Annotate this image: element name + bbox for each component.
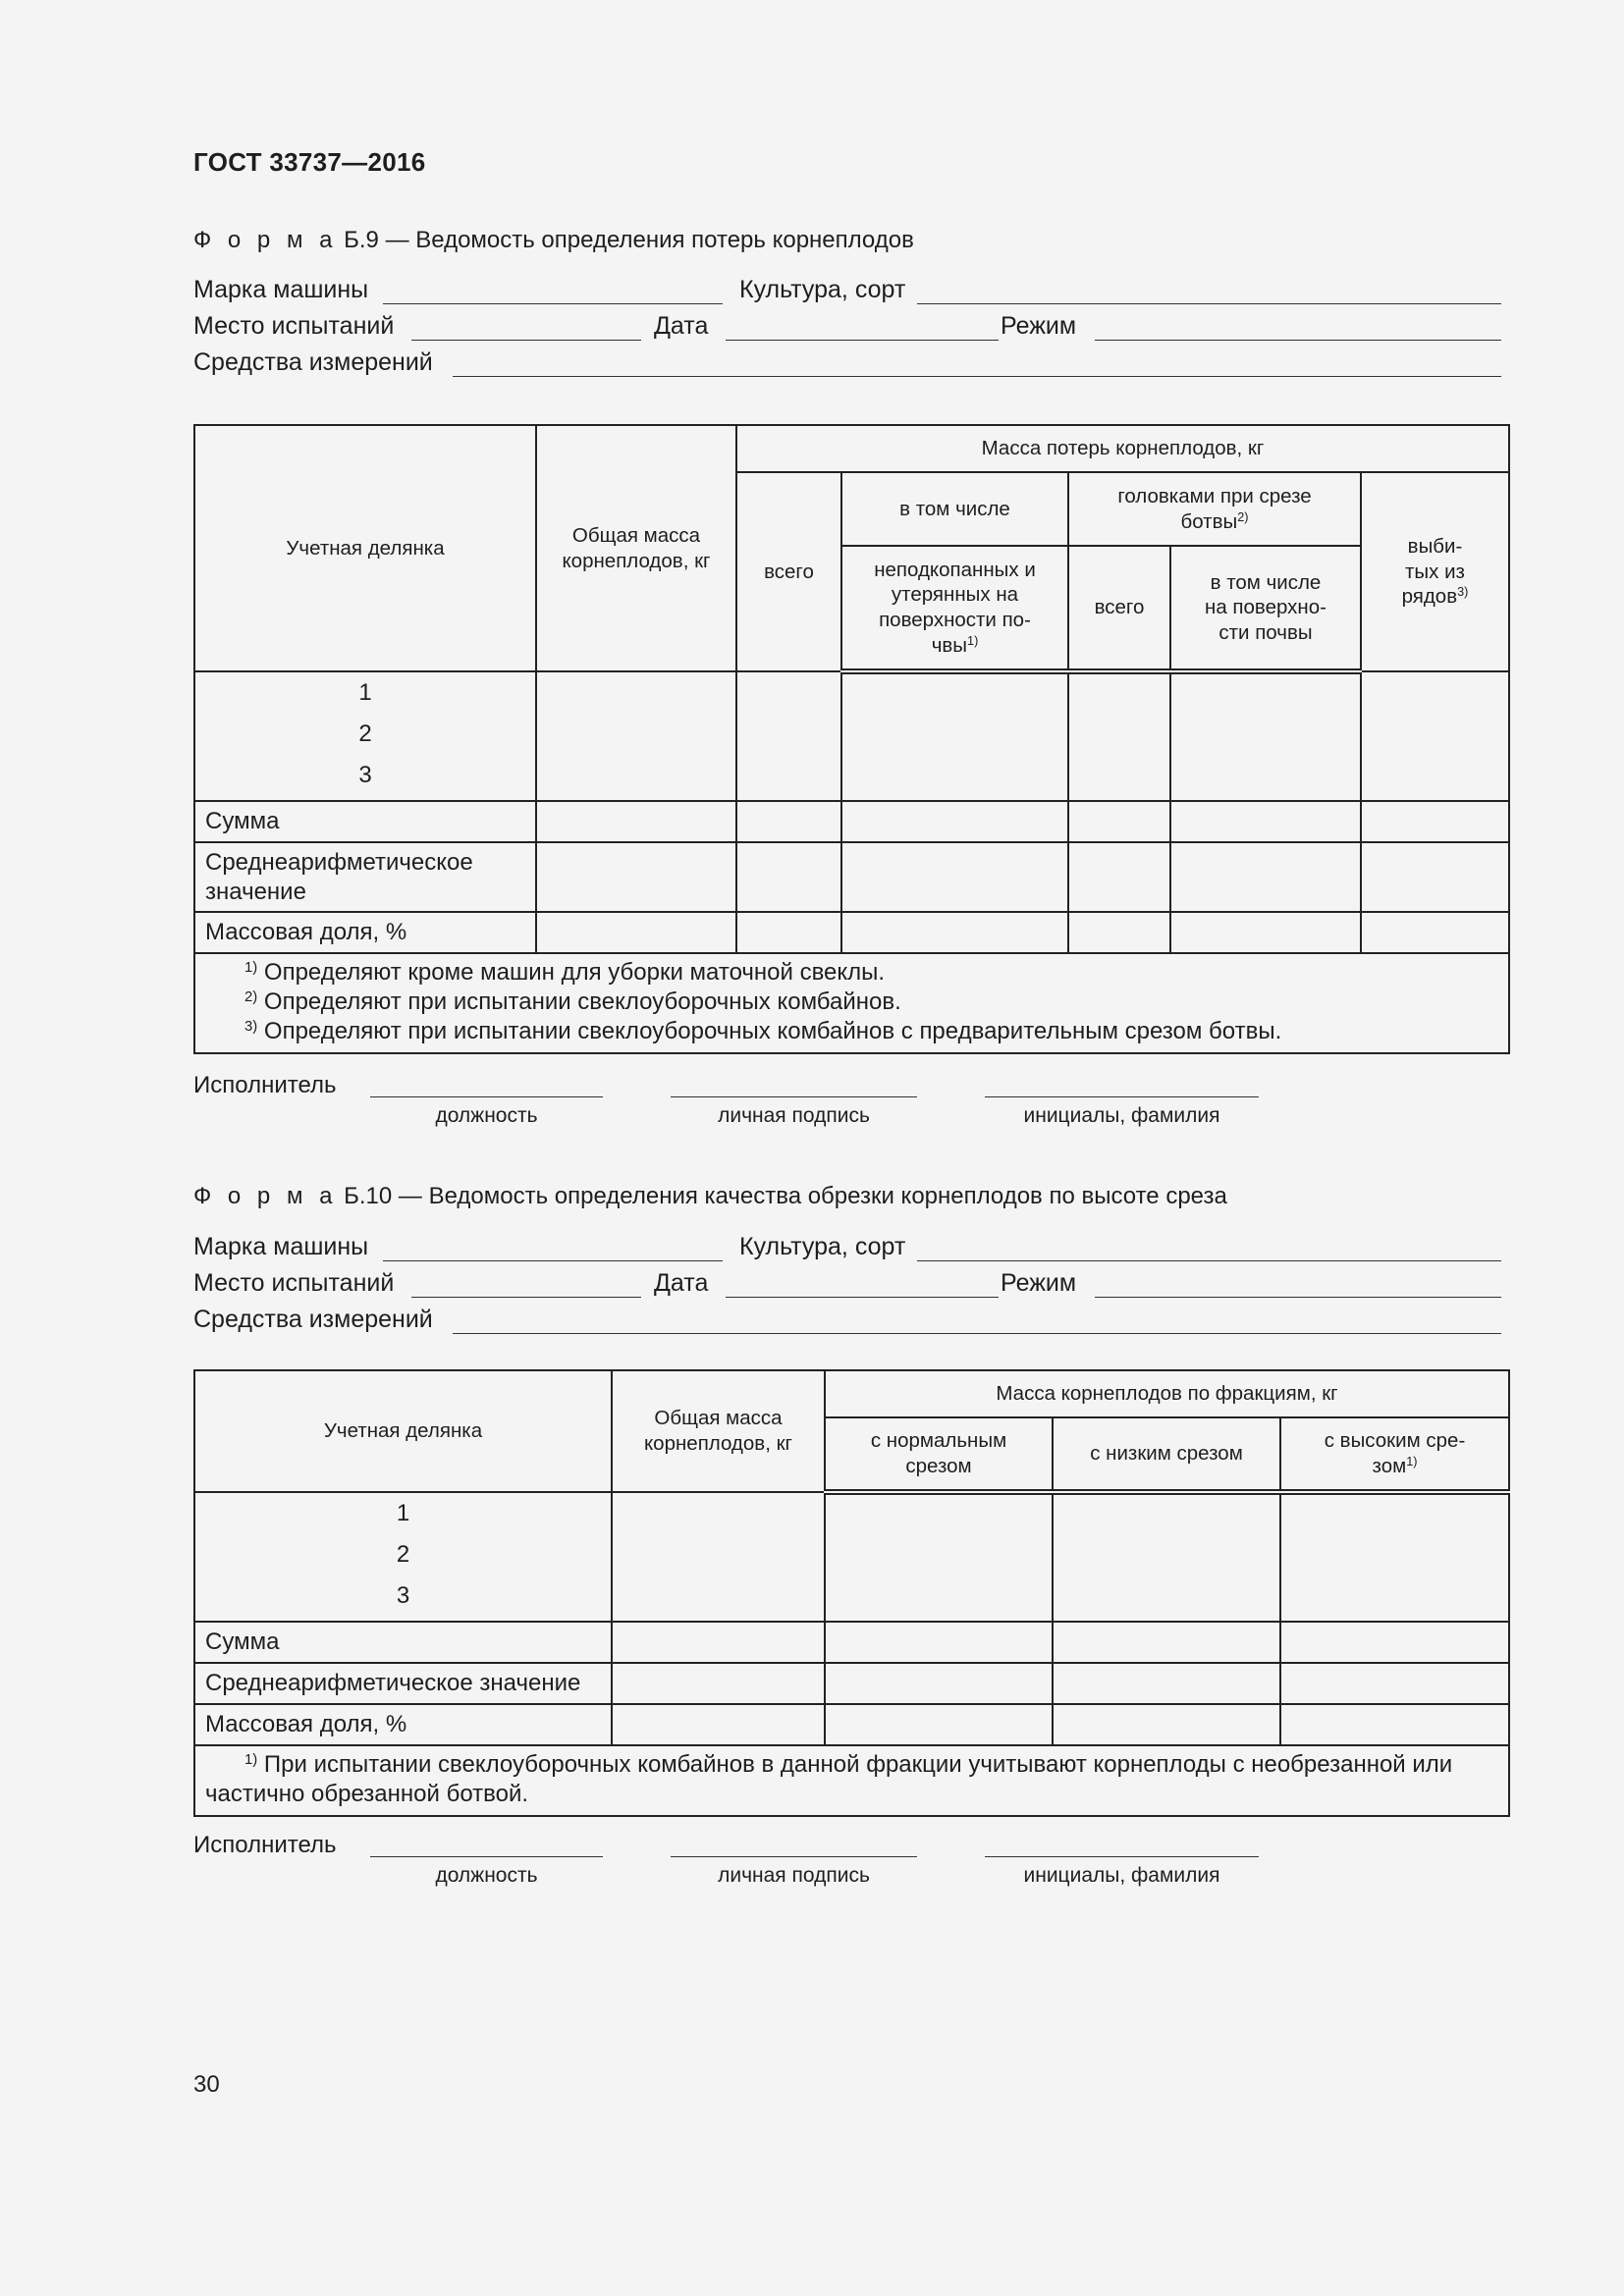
form9-group-losses: Масса потерь корнеплодов, кг [736, 425, 1509, 472]
form9-name-line[interactable] [985, 1096, 1259, 1097]
table-cell[interactable] [736, 842, 841, 912]
form10-row-share: Массовая доля, % [194, 1704, 612, 1745]
form10-position-line[interactable] [370, 1856, 603, 1857]
table-cell[interactable] [1280, 1704, 1509, 1745]
form9-machine-label: Марка машины [193, 276, 369, 303]
form10-place-field[interactable] [411, 1297, 641, 1298]
list-item: 3 [396, 1582, 410, 1609]
form9-date-label: Дата [654, 312, 709, 340]
form10-plot-numbers [194, 1492, 612, 1622]
table-cell[interactable] [612, 1492, 825, 1622]
form10-date-field[interactable] [726, 1297, 999, 1298]
table-cell[interactable] [1170, 912, 1361, 953]
form10-instruments-field[interactable] [453, 1333, 1501, 1334]
form10-date-label: Дата [654, 1269, 709, 1297]
table-cell[interactable] [1068, 671, 1170, 801]
form9-row-share: Массовая доля, % [194, 912, 536, 953]
form9-group-including: в том числе [841, 472, 1068, 546]
table-cell[interactable] [1053, 1704, 1280, 1745]
form9-title [193, 227, 914, 254]
table-cell[interactable] [1068, 801, 1170, 842]
form9-position-caption: должность [435, 1104, 538, 1127]
form9-mode-label: Режим [1001, 312, 1077, 340]
table-cell[interactable] [1068, 912, 1170, 953]
form9-footnote-3: $^{3)}$ Определяют при испытании свеклоуборочных комбайнов с предварительным срезом ботвы. [244, 1018, 1282, 1044]
table-cell[interactable] [536, 801, 736, 842]
form9-col-plot: Учетная делянка [194, 425, 536, 671]
table-row [194, 1704, 1509, 1745]
form10-col-plot: Учетная делянка [194, 1370, 612, 1492]
table-cell[interactable] [825, 1663, 1053, 1704]
form10-culture-label: Культура, сорт [739, 1233, 906, 1260]
table-cell[interactable] [1280, 1492, 1509, 1622]
form9-col-heads-all: всего [1068, 546, 1170, 671]
document-code: ГОСТ 33737—2016 [193, 147, 426, 177]
form9-date-field[interactable] [726, 340, 999, 341]
form10-machine-label: Марка машины [193, 1233, 369, 1260]
list-item: 1 [358, 679, 372, 706]
page-number: 30 [193, 2071, 220, 2098]
form10-mode-field[interactable] [1095, 1297, 1501, 1298]
table-cell[interactable] [1053, 1663, 1280, 1704]
table-cell[interactable] [736, 912, 841, 953]
form9-sign-line[interactable] [671, 1096, 917, 1097]
form9-machine-field[interactable] [383, 303, 723, 304]
table-row [194, 912, 1509, 953]
form9-title-prefix: Ф о р м а [193, 227, 338, 253]
table-cell[interactable] [1170, 801, 1361, 842]
table-cell[interactable] [612, 1622, 825, 1663]
form10-fields-row3 [193, 1306, 1505, 1339]
form10-name-line[interactable] [985, 1856, 1259, 1857]
form10-sign-caption: личная подпись [718, 1864, 870, 1887]
table-cell[interactable] [1170, 842, 1361, 912]
form10-title [193, 1183, 1227, 1210]
form9-sign-caption: личная подпись [718, 1104, 870, 1127]
form10-signature-label: Исполнитель [193, 1832, 337, 1858]
table-cell[interactable] [736, 801, 841, 842]
form10-machine-field[interactable] [383, 1260, 723, 1261]
table-cell[interactable] [841, 801, 1068, 842]
table-cell[interactable] [536, 842, 736, 912]
form10-group-fractions: Масса корнеплодов по фракциям, кг [825, 1370, 1509, 1417]
table-cell[interactable] [1361, 842, 1509, 912]
form9-footnote-2: $^{2)}$ Определяют при испытании свеклоуборочных комбайнов. [244, 988, 901, 1015]
table-row [194, 1622, 1509, 1663]
form9-plot-numbers [194, 671, 536, 801]
table-cell[interactable] [1280, 1663, 1509, 1704]
form9-fields-row1 [193, 276, 1505, 309]
form9-name-caption: инициалы, фамилия [1023, 1104, 1220, 1127]
form9-culture-field[interactable] [917, 303, 1501, 304]
table-cell[interactable] [1053, 1622, 1280, 1663]
table-row [194, 1663, 1509, 1704]
form9-row-mean: Среднеарифметическое значение [194, 842, 536, 912]
form9-place-field[interactable] [411, 340, 641, 341]
form9-culture-label: Культура, сорт [739, 276, 906, 303]
table-row [194, 842, 1509, 912]
form10-table [193, 1369, 1510, 1817]
form10-name-caption: инициалы, фамилия [1023, 1864, 1220, 1887]
table-cell[interactable] [1361, 912, 1509, 953]
form9-fields-row2 [193, 312, 1505, 346]
form9-group-heads: головками при срезе ботвы$^{2)}$ [1068, 472, 1361, 546]
table-cell[interactable] [825, 1622, 1053, 1663]
table-cell[interactable] [1170, 671, 1361, 801]
table-cell[interactable] [736, 671, 841, 801]
table-cell[interactable] [825, 1492, 1053, 1622]
form10-fields-row2 [193, 1269, 1505, 1303]
table-cell[interactable] [612, 1704, 825, 1745]
form9-col-heads-surface: в том числе на поверхно-сти почвы [1170, 546, 1361, 671]
form10-col-high: с высоким сре-зом$^{1)}$ [1280, 1417, 1509, 1492]
form9-position-line[interactable] [370, 1096, 603, 1097]
form9-col-undug: неподкопанных и утерянных на поверхности по-чвы$^{1)}$ [841, 546, 1068, 671]
table-cell[interactable] [1361, 801, 1509, 842]
form9-row-sum: Сумма [194, 801, 536, 842]
form10-col-low: с низким срезом [1053, 1417, 1280, 1492]
form10-col-normal: с нормальным срезом [825, 1417, 1053, 1492]
form10-place-label: Место испытаний [193, 1269, 395, 1297]
table-cell[interactable] [841, 671, 1068, 801]
table-cell[interactable] [1361, 671, 1509, 801]
table-cell[interactable] [1053, 1492, 1280, 1622]
table-row [194, 801, 1509, 842]
form9-footnote-1: $^{1)}$ Определяют кроме машин для уборки маточной свеклы. [244, 959, 886, 986]
form10-footnote: $^{1)}$ При испытании свеклоуборочных комбайнов в данной фракции учитывают корнеплоды с необрезанной или частично обрезанной ботвой. [194, 1745, 1509, 1816]
form9-col-total-mass: Общая масса корнеплодов, кг [536, 425, 736, 671]
table-cell[interactable] [1068, 842, 1170, 912]
form9-col-all: всего [736, 472, 841, 671]
table-cell[interactable] [825, 1704, 1053, 1745]
form9-instruments-field[interactable] [453, 376, 1501, 377]
table-cell[interactable] [841, 842, 1068, 912]
form10-row-sum: Сумма [194, 1622, 612, 1663]
form9-fields-row3 [193, 348, 1505, 382]
table-cell[interactable] [1280, 1622, 1509, 1663]
form10-culture-field[interactable] [917, 1260, 1501, 1261]
form10-sign-line[interactable] [671, 1856, 917, 1857]
list-item: 2 [396, 1541, 410, 1568]
form10-title-text: Б.10 — Ведомость определения качества обрезки корнеплодов по высоте среза [337, 1183, 1227, 1209]
form10-mode-label: Режим [1001, 1269, 1077, 1297]
form9-title-text: Б.9 — Ведомость определения потерь корнеплодов [337, 227, 914, 253]
table-cell[interactable] [841, 912, 1068, 953]
list-item: 2 [358, 721, 372, 747]
form10-instruments-label: Средства измерений [193, 1306, 433, 1333]
form9-footnotes [194, 953, 1509, 1053]
form9-table [193, 424, 1510, 1054]
form10-row-mean: Среднеарифметическое значение [194, 1663, 612, 1704]
form10-title-prefix: Ф о р м а [193, 1183, 338, 1209]
list-item: 1 [396, 1500, 410, 1526]
form9-place-label: Место испытаний [193, 312, 395, 340]
table-cell[interactable] [612, 1663, 825, 1704]
form9-mode-field[interactable] [1095, 340, 1501, 341]
form10-fields-row1 [193, 1233, 1505, 1266]
form9-col-knocked: выби-тых из рядов$^{3)}$ [1361, 472, 1509, 671]
table-cell[interactable] [536, 671, 736, 801]
form9-instruments-label: Средства измерений [193, 348, 433, 376]
form10-position-caption: должность [435, 1864, 538, 1887]
form9-signature-label: Исполнитель [193, 1072, 337, 1098]
form10-col-total-mass: Общая масса корнеплодов, кг [612, 1370, 825, 1492]
list-item: 3 [358, 762, 372, 788]
table-cell[interactable] [536, 912, 736, 953]
